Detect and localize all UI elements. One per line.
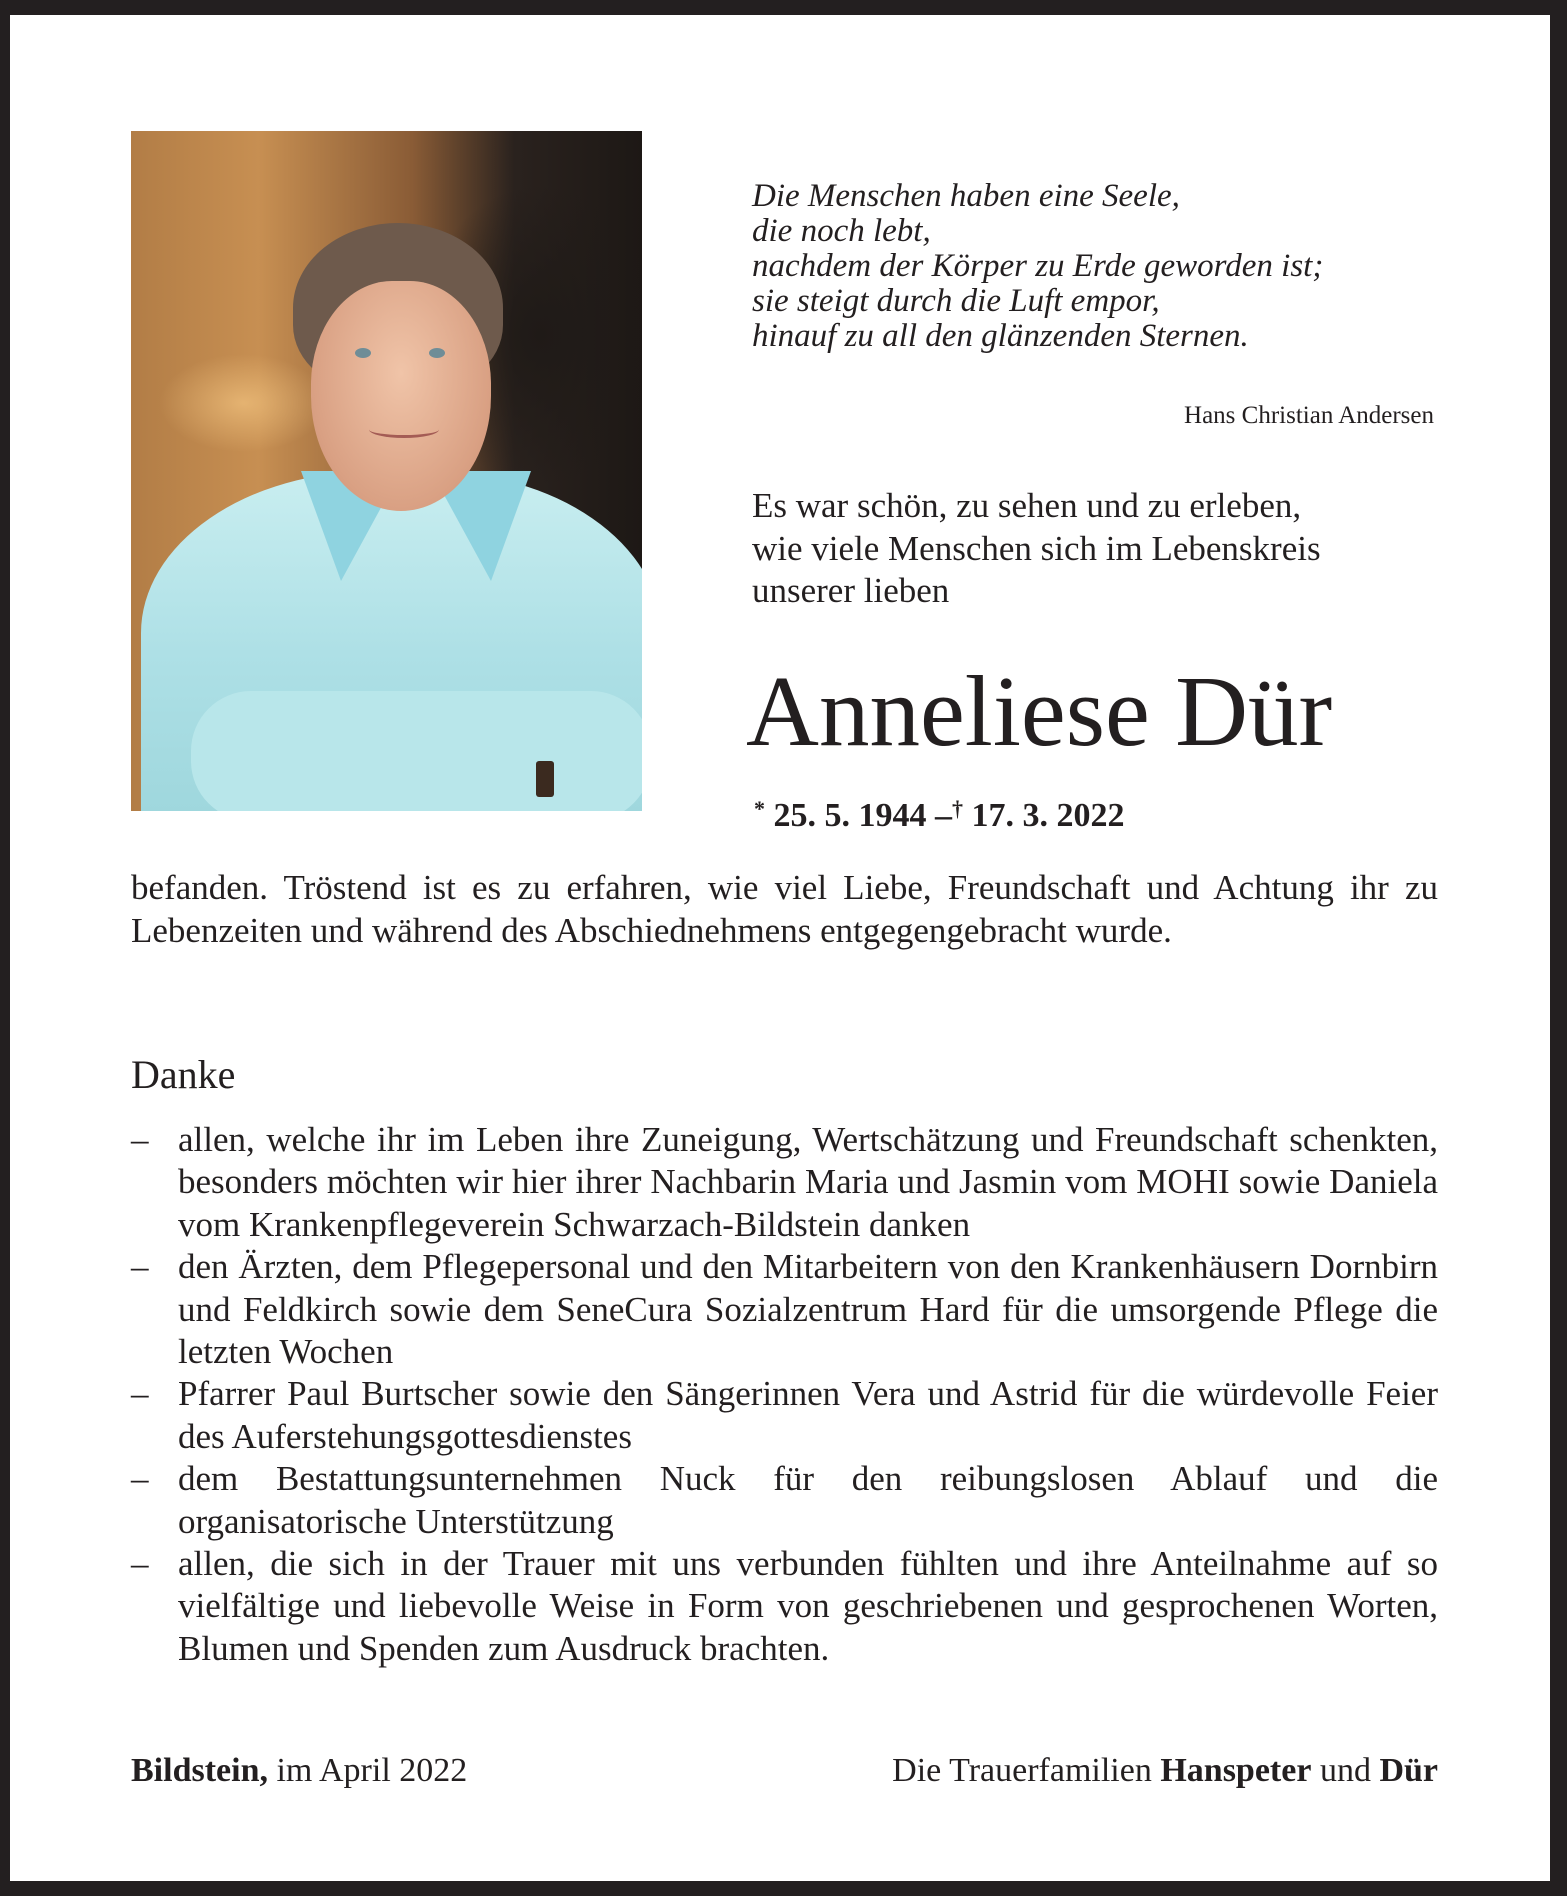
list-item [131,1458,1438,1543]
quote [752,179,1452,354]
intro-text [752,485,1442,613]
photo-face [311,281,491,511]
birth-date: 25. 5. 1944 [773,797,927,834]
quote-line: Die Menschen haben eine Seele, [752,178,1180,214]
quote-line: hinauf zu all den glänzenden Sternen. [752,318,1249,354]
thanks-list [131,1119,1438,1670]
intro-line: Es war schön, zu sehen und zu erleben, [752,486,1302,525]
bullet-dash: – [131,1374,149,1414]
date: im April 2022 [276,1752,468,1789]
conjunction: und [1319,1752,1371,1789]
photo-watch [536,761,554,797]
photo-smile [369,421,439,438]
deceased-name: Anneliese Dür [746,655,1333,767]
list-item-text: Pfarrer Paul Burtscher sowie den Sängerinnen Vera und Astrid für die würdevolle Feier des Auferstehungsgottesdienstes [178,1374,1438,1456]
bullet-dash: – [131,1247,149,1287]
list-item [131,1373,1438,1458]
quote-line: sie steigt durch die Luft empor, [752,283,1160,319]
portrait-photo [131,131,642,811]
quote-line: die noch lebt, [752,213,931,249]
bullet-dash: – [131,1544,149,1584]
signature [892,1749,1438,1793]
quote-line: nachdem der Körper zu Erde geworden ist; [752,248,1324,284]
death-date: 17. 3. 2022 [971,797,1125,834]
intro-line: unserer lieben [752,571,950,610]
families-prefix: Die Trauerfamilien [892,1752,1152,1789]
family-name-2: Dür [1379,1752,1438,1789]
list-item-text: dem Bestattungsunternehmen Nuck für den reibungslosen Ablauf und die organisatorische Unterstützung [178,1459,1438,1541]
list-item-text: allen, welche ihr im Leben ihre Zuneigung, Wertschätzung und Freundschaft schenkten, besonders möchten wir hier ihrer Nachbarin Maria und Jasmin vom MOHI sowie Daniela vom Krankenpflegeverein Schwarzach-Bildstein danken [178,1120,1438,1244]
death-symbol: † [952,796,963,821]
bullet-dash: – [131,1459,149,1499]
list-item [131,1246,1438,1373]
obituary-page [10,15,1550,1881]
date-separator: – [935,797,952,834]
life-dates [754,789,1125,836]
photo-eye-left [355,348,371,358]
birth-symbol: * [754,796,765,821]
intro-line: wie viele Menschen sich im Lebenskreis [752,528,1321,568]
family-name-1: Hanspeter [1160,1752,1312,1789]
thanks-heading: Danke [131,1052,236,1097]
place: Bildstein, [131,1752,268,1789]
bullet-dash: – [131,1120,149,1159]
photo-eye-right [429,348,445,358]
place-date [131,1749,467,1793]
photo-arms [191,691,642,811]
quote-author: Hans Christian Andersen [1184,402,1434,429]
list-item [131,1119,1438,1246]
list-item-text: den Ärzten, dem Pflegepersonal und den Mitarbeitern von den Krankenhäusern Dornbirn und Feldkirch sowie dem SeneCura Sozialzentrum Hard für die umsorgende Pflege die letzten Wochen [178,1247,1438,1372]
body-paragraph: befanden. Tröstend ist es zu erfahren, wie viel Liebe, Freundschaft und Achtung ihr zu Lebenzeiten und während des Abschiednehmens entgegengebracht wurde. [131,868,1438,950]
list-item-text: allen, die sich in der Trauer mit uns verbunden fühlten und ihre Anteilnahme auf so vielfältige und liebevolle Weise in Form von geschriebenen und gesprochenen Worten, Blumen und Spenden zum Ausdruck brachten. [178,1544,1438,1668]
list-item [131,1543,1438,1670]
